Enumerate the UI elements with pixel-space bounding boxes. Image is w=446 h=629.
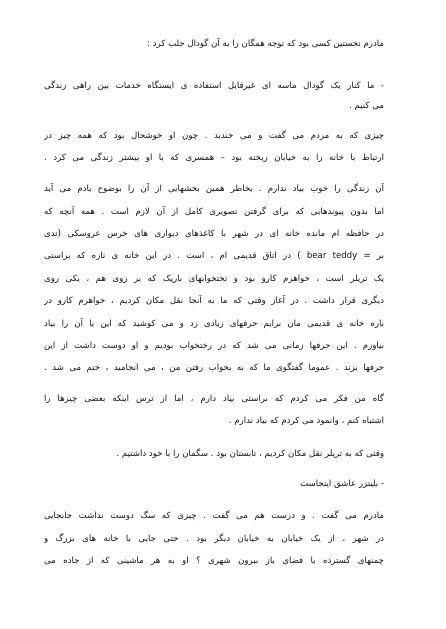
text-line: چیزی که به مردم می گفت و می خندید . چون او خوشحال بود که همه چیز در [44,131,384,141]
text-line: - بلیتزر عاشق اینجاست [300,479,384,489]
text-line: بیاورم . این حرفها زمانی می شد که در رختخواب بودیم و او دوست داشت از این [44,341,384,351]
text-line: باره خانه ی قدیمی مان برایم حرفهای زیادی زد و می کوشید که این یا آن را بیاد [44,319,384,329]
text-line: اشتباه کنم ، وانمود می کردم که بیاد ندارم . [228,416,384,426]
text-line: چمنهای گسترده یا فضای باز بیرون شهری ؟ او به هر ماشینی که از جاده می [44,556,384,566]
text-line: مادرم می گفت . و درست هم می گفت . چیزی که سگ دوست نداشت جابجایی [44,511,384,521]
text-line: اما بدون پیوندهایی که برای گرفتن تصویری کامل از آن لازم است . همه آنچه که [44,207,384,217]
text-line: بر = bear teddy ) در اتاق قدیمی ام ، است . در این خانه ی تازه که براستی [44,251,384,261]
text-line: یک تریلر است ، خواهرم کارو بود و تختخوابهای باریک که بر روی هم ، یکی روی [44,274,384,284]
text-line: ارتباط با خانه را به خیابان ریخته بود – همسری که با او بیشتر زندگی می کرد . [44,153,384,163]
text-line: - ما کنار یک گودال ماسه ای غیرقابل استفاده ی ایستگاه خدمات بین راهی زندگی [44,81,384,91]
text-line: در شهر ، از یک خیابان به خیابان دیگر بود . حتی جایی با خانه های بزرگ و [44,534,384,544]
text-line: حرفها بزند . عموما گفتگوی ما که به بخواب رفتن من ، می انجامید ، ختم می شد . [44,363,384,373]
text-line: در حافظه ام مانده خانه ای در شهر با کاغذهای دیواری های خرس عروسکی (تدی [44,229,384,239]
text-line: مادرم نخستین کسی بود که توجه همگان را به آن گودال جلب کرد : [147,39,384,49]
text-line: می کنیم . [349,101,384,111]
text-line: وقتی که به تریلر نقل مکان کردیم ، تابستان بود . سگمان را با خود داشتیم . [116,449,384,459]
text-line: گاه من فکر می کردم که براستی بیاد دارم ، اما از ترس اینکه بعضی چیزها را [44,394,384,404]
text-line: آن زندگی را خوب بیاد ندارم . بخاطر همین بخشهایی از آن را بوضوح یادم می آید [44,184,384,194]
text-line: دیگری قرار داشت . در آغاز وقتی که ما به آنجا نقل مکان کردیم ، خواهرم کارو در [44,296,384,306]
